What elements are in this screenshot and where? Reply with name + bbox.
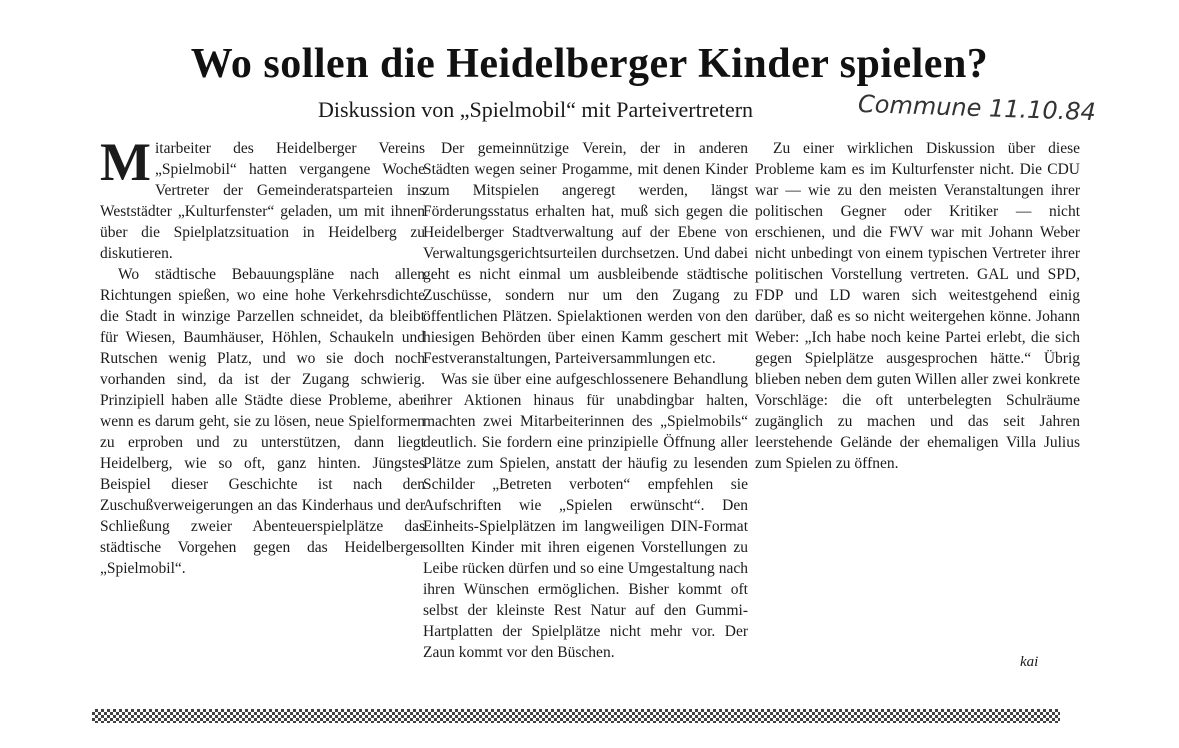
article-paragraph-2: Wo städtische Bebauungspläne nach allen Richtungen spießen, wo eine hohe Verkehrsdichte die Stadt in winzige Parzellen schneidet, da bleibt für Wiesen, Baumhäuser, Höhlen, Schaukeln und Rutschen wenig Platz, und wo sie doch noch vorhanden sind, da ist der Zugang schwierig. Prinzipiell haben alle Städte diese Probleme, aber wenn es darum geht, sie zu lösen, neue Spielformen zu erproben und zu unterstützen, dann liegt Heidelberg, wie so oft, ganz hinten. Jüngstes Beispiel dieser Geschichte ist nach den Zuschußverweigerungen an das Kinderhaus und der Schließung zweier Abenteuerspielplätze das städtische Vorgehen gegen das Heidelberger „Spielmobil“.: [100, 266, 425, 577]
drop-cap: M: [100, 138, 151, 192]
handwritten-date-note: Commune 11.10.84: [857, 89, 1097, 127]
article-column-3: [755, 138, 1080, 678]
subheadline-row: [0, 89, 1179, 129]
article-column-2: [423, 138, 748, 678]
decorative-border-strip: [92, 709, 1060, 723]
article-paragraph-4: Was sie über eine aufgeschlossenere Behandlung ihrer Aktionen hinaus für unabdingbar halten, machten zwei Mitarbeiterinnen des „Spielmobils“ deutlich. Sie fordern eine prinzipielle Öffnung aller Plätze zum Spielen, anstatt der häufig zu lesenden Schilder „Betreten verboten“ empfehlen sie Aufschriften wie „Spielen erwünscht“. Den Einheits-Spielplätzen im langweiligen DIN-Format sollten Kinder mit ihren eigenen Vorstellungen zu Leibe rücken dürfen und so eine Umgestaltung nach ihren Wünschen ermöglichen. Bisher kommt oft selbst der kleinste Rest Natur auf den Gummi-Hartplatten der Spielplätze nicht mehr vor. Der Zaun kommt vor den Büschen.: [423, 371, 748, 661]
author-byline: kai: [1020, 654, 1039, 670]
article-subheadline: Diskussion von „Spielmobil“ mit Parteivertretern: [318, 97, 754, 122]
article-paragraph-5: Zu einer wirklichen Diskussion über diese Probleme kam es im Kulturfenster nicht. Die CDU war — wie zu den meisten Veranstaltungen ihrer politischen Gegner oder Kritiker — nicht erschienen, und die FWV war mit Johann Weber nicht unbedingt von einem typischen Vertreter ihrer politischen Vorstellung vertreten. GAL und SPD, FDP und LD waren sich weitestgehend einig darüber, daß es so nicht weitergehen könne. Johann Weber: „Ich habe noch keine Partei erlebt, die sich gegen Spielplätze ausgesprochen hätte.“ Übrig blieben neben dem guten Willen aller zwei konkrete Vorschläge: die oft unterbelegten Schulräume zugänglich zu machen und das seit Jahren leerstehende Gelände der ehemaligen Villa Julius zum Spielen zu öffnen.: [755, 140, 1080, 472]
article-paragraph-1: Mitarbeiter des Heidelberger Vereins „Spielmobil“ hatten vergangene Woche Vertreter der Gemeinderatsparteien ins Weststädter „Kulturfenster“ geladen, um mit ihnen über die Spielplatzsituation in Heidelberg zu diskutieren.: [100, 138, 425, 262]
article-paragraph-3: Der gemeinnützige Verein, der in anderen Städten wegen seiner Progamme, mit denen Kinder zum Mitspielen angeregt werden, längst Förderungsstatus erhalten hat, muß sich gegen die Heidelberger Stadtverwaltung auf der Ebene von Verwaltungsgerichtsurteilen durchsetzen. Und dabei geht es nicht einmal um ausbleibende städtische Zuschüsse, sondern nur um den Zugang zu öffentlichen Plätzen. Spielaktionen werden von den hiesigen Behörden über einen Kamm geschert mit Festveranstaltungen, Parteiversammlungen etc.: [423, 140, 748, 367]
article-headline: Wo sollen die Heidelberger Kinder spielen?: [190, 41, 989, 87]
article-column-1: [100, 138, 425, 678]
